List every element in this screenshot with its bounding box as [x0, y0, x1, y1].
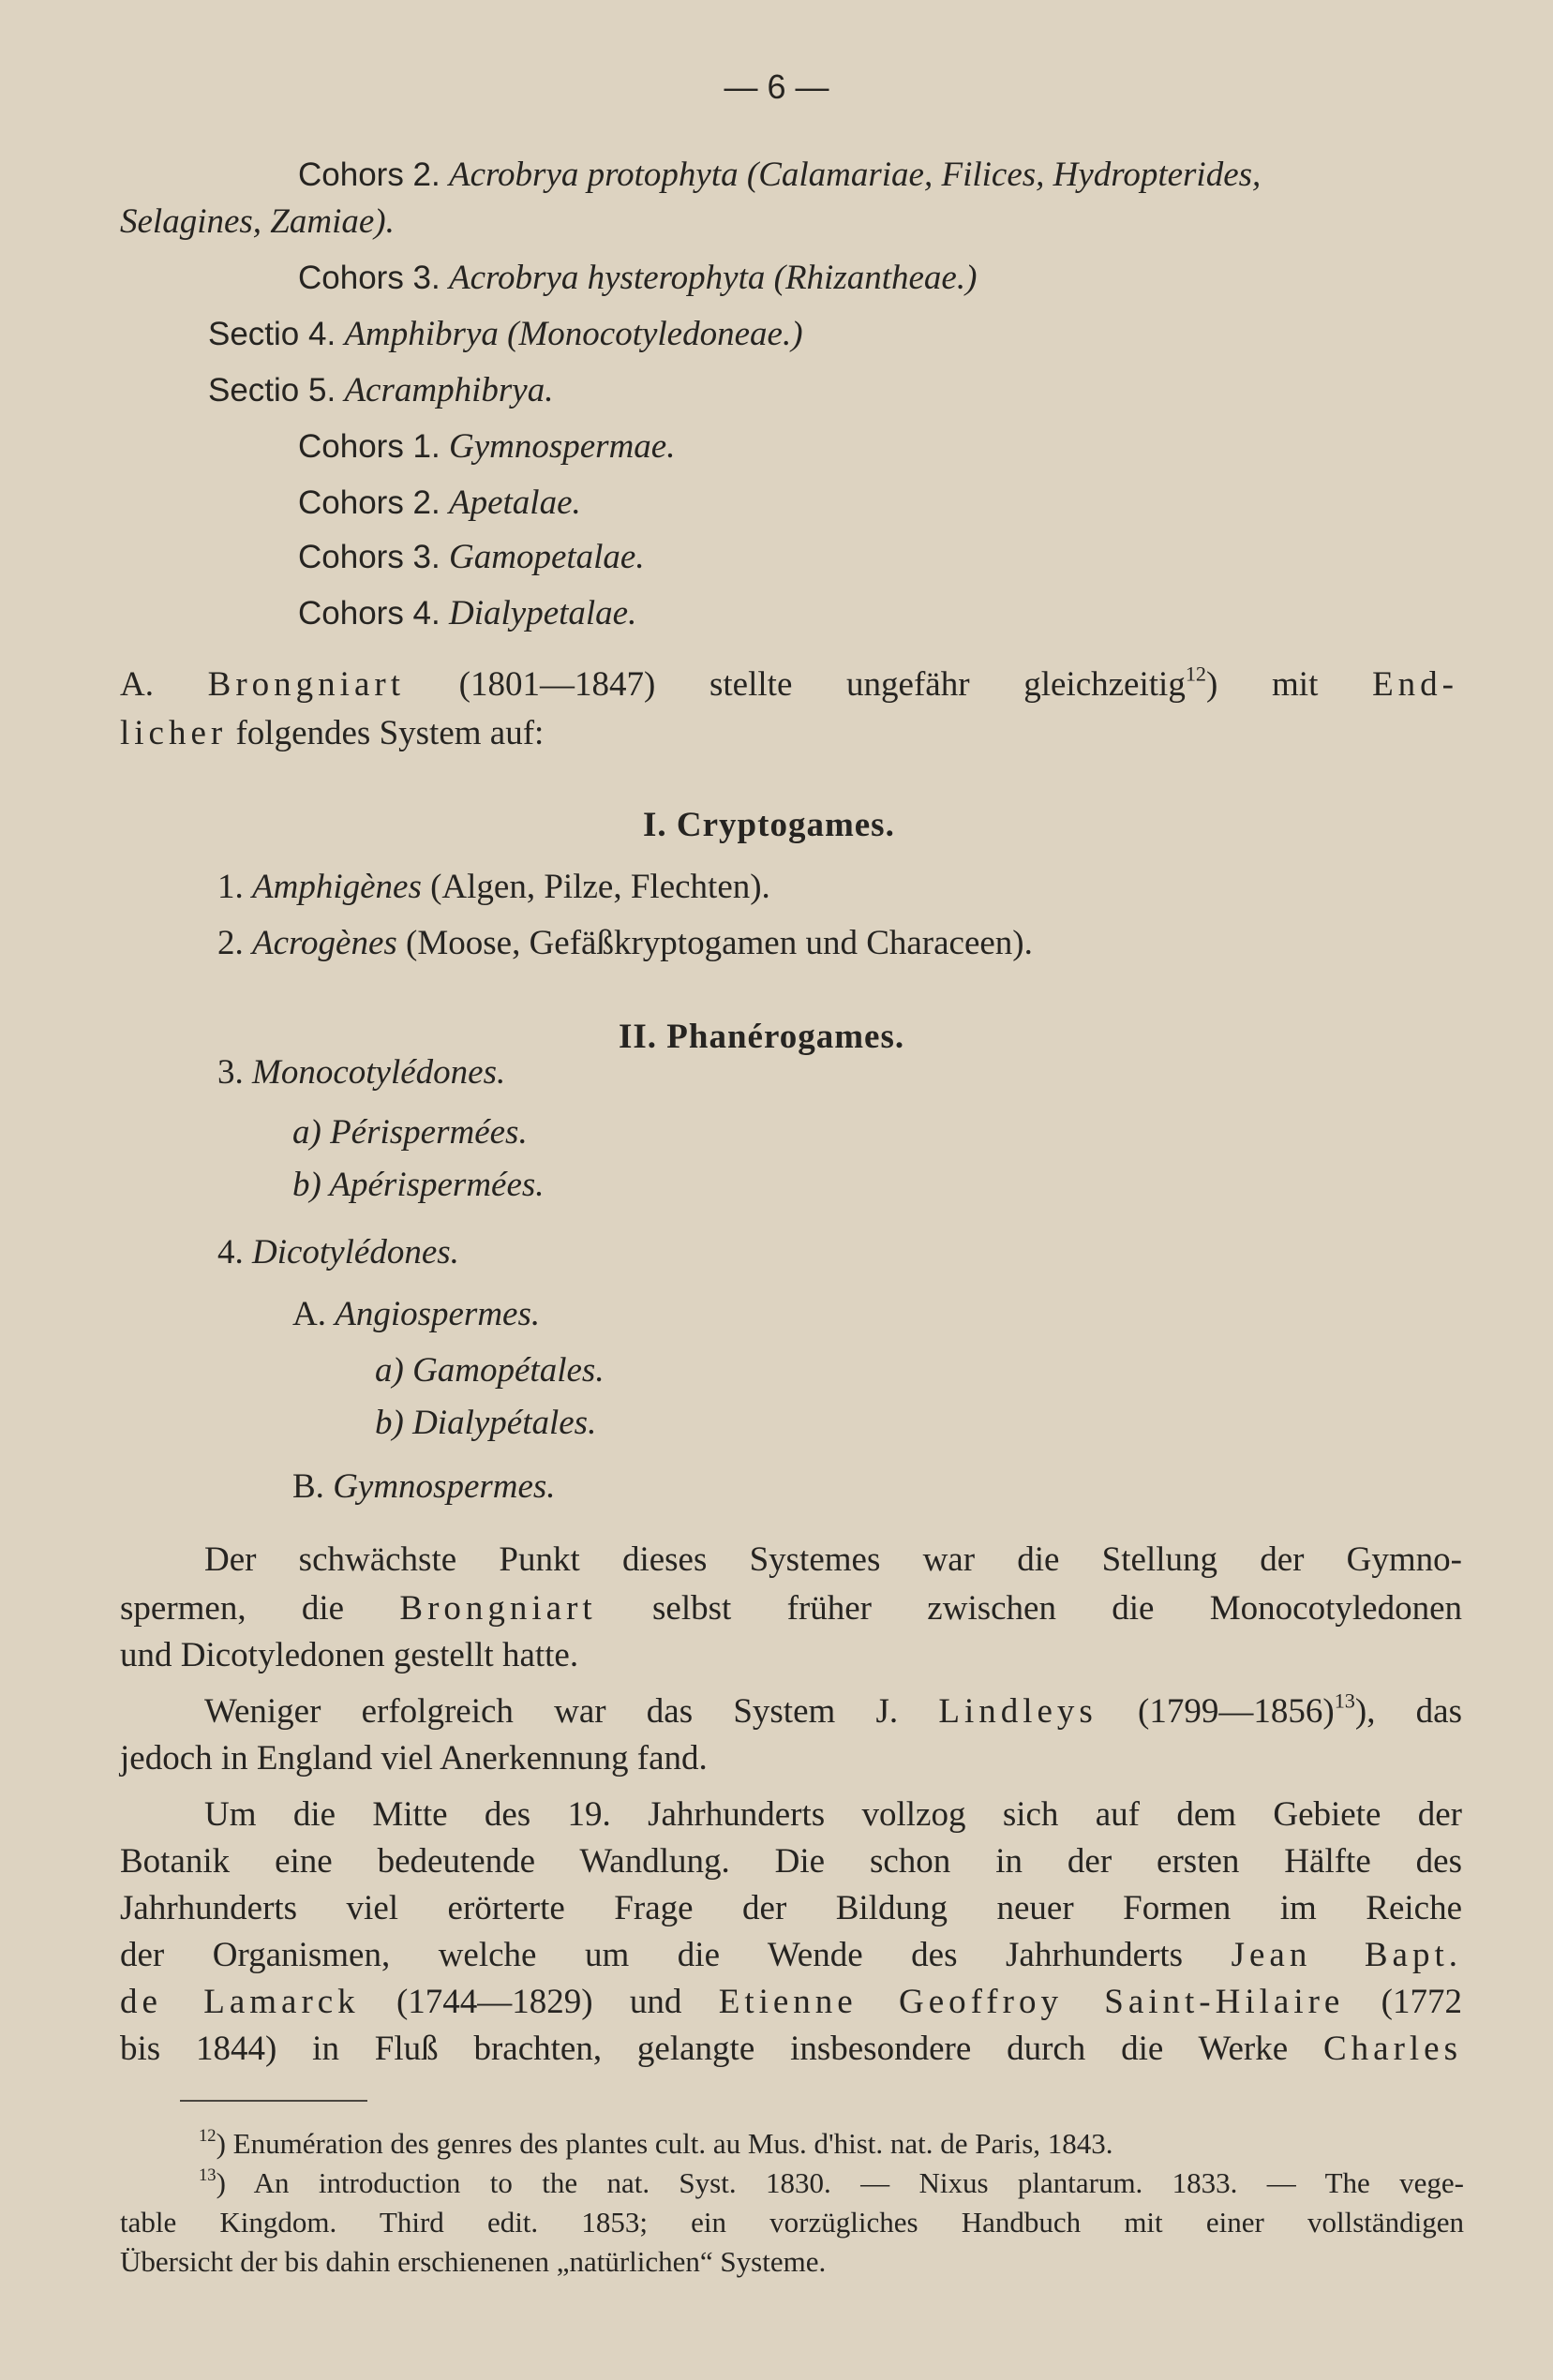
footnote-13 — [199, 2164, 1464, 2202]
cohors-label: Cohors 3. — [298, 539, 441, 575]
sectio-5-line — [208, 369, 553, 412]
text-run: Weniger erfolgreich war das System J. — [204, 1692, 939, 1731]
author-name: Lindleys — [938, 1692, 1098, 1731]
author-name: Charles — [1322, 2030, 1462, 2068]
list-subitem — [292, 1465, 556, 1509]
text-run: selbst früher zwischen die Monocotyledonen — [596, 1589, 1462, 1628]
paragraph-line — [204, 1690, 1462, 1733]
list-subitem — [292, 1293, 540, 1336]
sectio-label: Sectio 4. — [208, 316, 336, 352]
paragraph-line: und Dicotyledonen gestellt hatte. — [120, 1636, 579, 1674]
footnote-text: ) An introduction to the nat. Syst. 1830. — Nixus plantarum. 1833. — The vege- — [216, 2166, 1464, 2199]
item-description: (Moose, Gefäßkryptogamen und Characeen). — [396, 924, 1033, 962]
paragraph-line: Jahrhunderts viel erörterte Frage der Bildung neuer Formen im Reiche — [120, 1889, 1462, 1927]
cohors-3-line — [298, 536, 645, 579]
text-run: bis 1844) in Fluß brachten, gelangte insbesondere durch die Werke — [120, 2030, 1323, 2068]
paragraph-line: Um die Mitte des 19. Jahrhunderts vollzog sich auf dem Gebiete der — [204, 1795, 1462, 1834]
paragraph-line — [120, 1934, 1462, 1977]
text-run: (1744—1829) und — [359, 1983, 719, 2021]
paragraph-line: Botanik eine bedeutende Wandlung. Die schon in der ersten Hälfte des — [120, 1842, 1462, 1881]
paragraph-line: Der schwächste Punkt dieses Systemes war die Stellung der Gymno- — [204, 1540, 1462, 1579]
taxon-name: Dicotylédones. — [252, 1233, 459, 1272]
cohors-3-line — [298, 257, 977, 300]
list-item — [217, 866, 770, 909]
paragraph-line: jedoch in England viel Anerkennung fand. — [120, 1739, 708, 1778]
taxon-name: Acrobrya hysterophyta (Rhizantheae.) — [449, 259, 978, 297]
taxon-name: Angiospermes. — [335, 1295, 541, 1333]
text-run: ), das — [1354, 1692, 1462, 1731]
list-subitem: b) Dialypétales. — [375, 1404, 597, 1442]
list-subitem: a) Gamopétales. — [375, 1351, 605, 1390]
author-name: de Lamarck — [120, 1983, 360, 2021]
footnote-13-line-2: table Kingdom. Third edit. 1853; ein vorzügliches Handbuch mit einer vollständigen — [120, 2206, 1464, 2239]
footnote-13-line-3: Übersicht der bis dahin erschienenen „natürlichen“ Systeme. — [120, 2245, 827, 2278]
page-number: — 6 — — [724, 67, 829, 106]
footnote-12 — [199, 2125, 1113, 2163]
taxon-name: Amphigènes — [252, 868, 422, 906]
text-run: der Organismen, welche um die Wende des Jahrhunderts — [120, 1936, 1232, 1974]
taxon-name: Dialypetalae. — [449, 594, 637, 632]
sectio-4-line — [208, 313, 803, 356]
footnote-number: 12 — [199, 2125, 217, 2146]
item-number: 3. — [217, 1053, 244, 1092]
section-heading-phanerogames: II. Phanérogames. — [619, 1018, 905, 1056]
list-item — [217, 1231, 459, 1274]
cohors-2-continuation: Selagines, Zamiae). — [120, 202, 395, 241]
footnote-number: 13 — [199, 2164, 217, 2185]
item-number: 4. — [217, 1233, 244, 1272]
list-item — [217, 1051, 505, 1094]
author-name: Brongniart — [207, 665, 405, 704]
text-run: ) mit — [1206, 665, 1373, 704]
footnote-ref: 13 — [1334, 1688, 1355, 1713]
cohors-label: Cohors 2. — [298, 484, 441, 521]
author-name: Brongniart — [399, 1589, 597, 1628]
footnote-ref: 12 — [1185, 662, 1207, 686]
cohors-2-line — [298, 482, 581, 525]
list-subitem: b) Apérispermées. — [292, 1166, 545, 1204]
taxon-name: Gamopetalae. — [449, 538, 645, 576]
taxon-name: Acramphibrya. — [344, 371, 554, 409]
taxon-name: Monocotylédones. — [252, 1053, 506, 1092]
text-run: folgendes System auf: — [227, 714, 545, 752]
intro-line-2 — [120, 712, 544, 755]
list-item — [217, 922, 1033, 965]
footnote-divider — [180, 2100, 367, 2102]
section-heading-cryptogames: I. Cryptogames. — [643, 806, 895, 844]
text-run: spermen, die — [120, 1589, 400, 1628]
author-name: Etienne Geoffroy Saint-Hilaire — [718, 1983, 1345, 2021]
taxon-name: Acrogènes — [252, 924, 397, 962]
taxon-name: Acrobrya protophyta (Calamariae, Filices, Hydropterides, — [449, 156, 1262, 194]
author-name: Jean Bapt. — [1231, 1936, 1462, 1974]
item-letter: A. — [292, 1295, 336, 1333]
cohors-label: Cohors 2. — [298, 156, 441, 193]
list-subitem: a) Périspermées. — [292, 1113, 528, 1152]
item-letter: B. — [292, 1467, 334, 1506]
cohors-label: Cohors 3. — [298, 260, 441, 296]
text-run: (1772 — [1344, 1983, 1462, 2021]
text-run: (1801—1847) stellte ungefähr gleichzeitig — [404, 665, 1186, 704]
paragraph-line — [120, 1981, 1462, 2024]
author-name: End- — [1372, 665, 1458, 704]
taxon-name: Apetalae. — [449, 483, 581, 522]
cohors-2-line — [298, 154, 1261, 197]
sectio-label: Sectio 5. — [208, 372, 336, 409]
paragraph-line — [120, 2028, 1462, 2071]
taxon-name: Amphibrya (Monocotyledoneae.) — [344, 315, 803, 353]
footnote-text: ) Enumération des genres des plantes cult. au Mus. d'hist. nat. de Paris, 1843. — [216, 2127, 1113, 2160]
taxon-name: Gymnospermae. — [449, 427, 676, 466]
cohors-label: Cohors 1. — [298, 428, 441, 465]
cohors-1-line — [298, 425, 675, 469]
author-name: licher — [120, 714, 228, 752]
item-description: (Algen, Pilze, Flechten). — [421, 868, 770, 906]
item-number: 1. — [217, 868, 244, 906]
taxon-name: Gymnospermes. — [333, 1467, 556, 1506]
cohors-label: Cohors 4. — [298, 595, 441, 632]
text-run: A. — [120, 665, 208, 704]
paragraph-line — [120, 1587, 1462, 1630]
item-number: 2. — [217, 924, 244, 962]
text-run: (1799—1856) — [1097, 1692, 1335, 1731]
cohors-4-line — [298, 592, 636, 635]
intro-line-1 — [120, 663, 1458, 707]
